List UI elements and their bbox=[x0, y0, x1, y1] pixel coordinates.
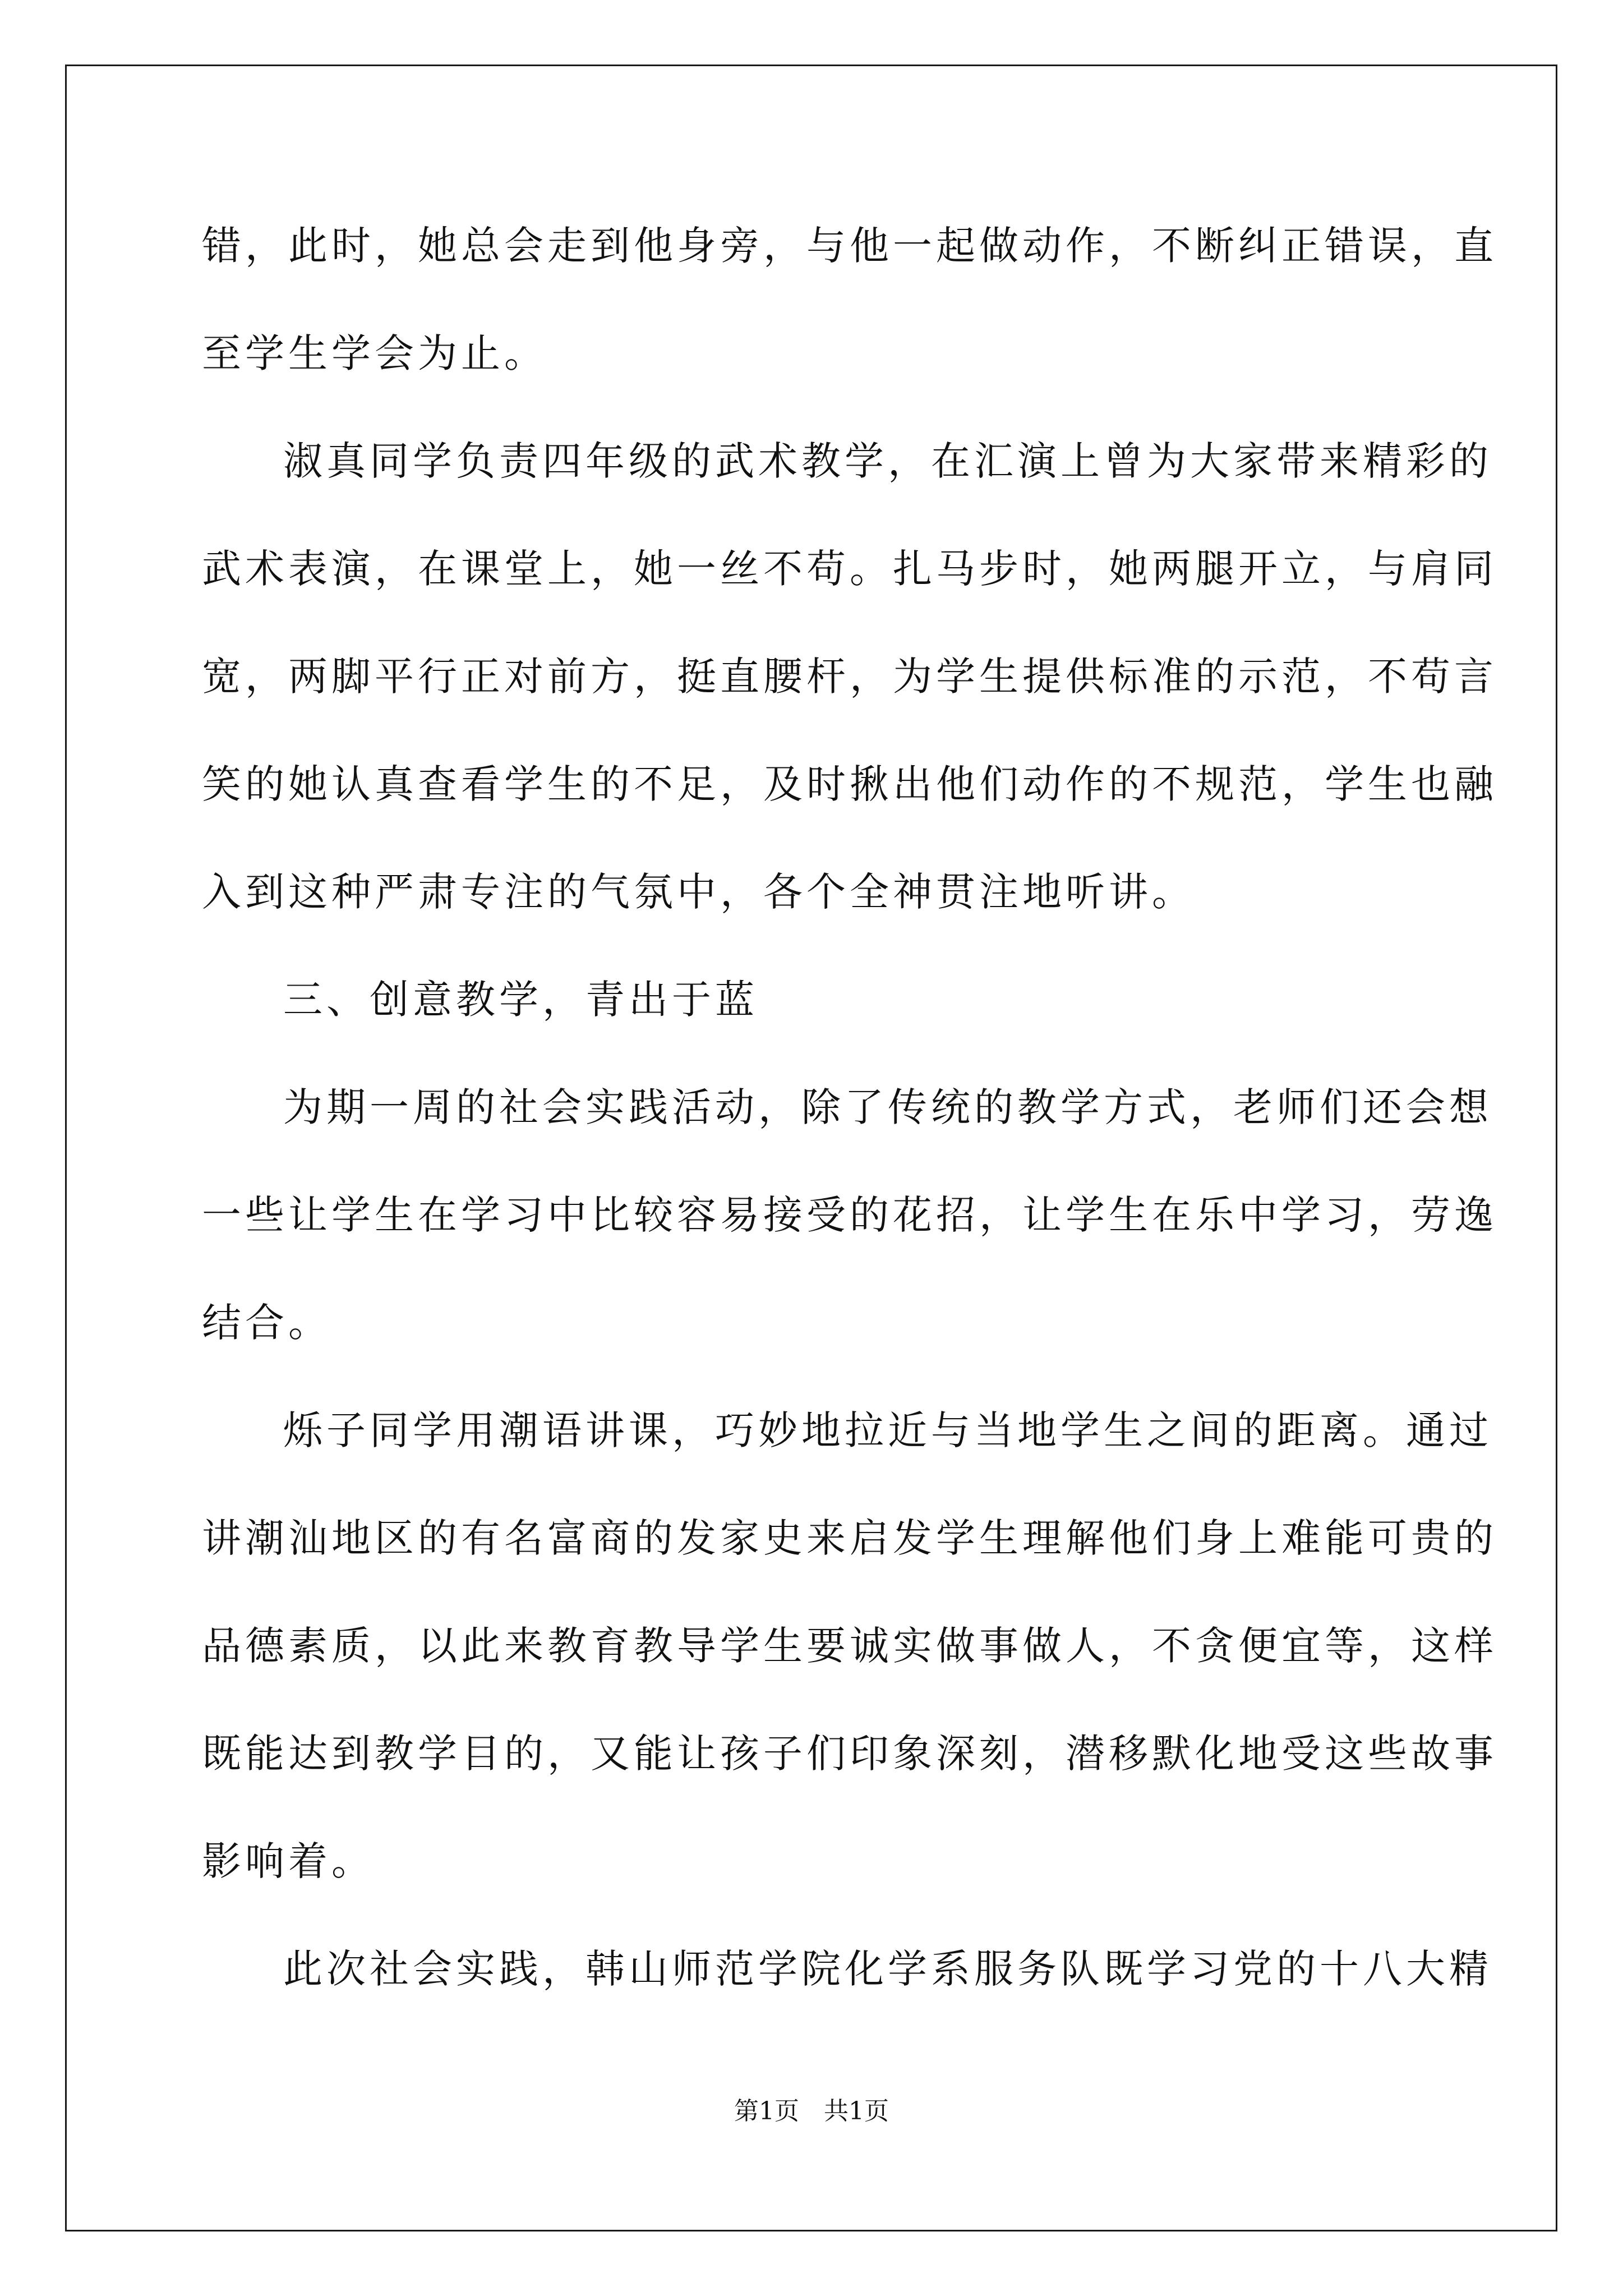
text-line: 淑真同学负责四年级的武术教学，在汇演上曾为大家带来精彩的 bbox=[283, 438, 1492, 484]
text-line: 此次社会实践，韩山师范学院化学系服务队既学习党的十八大精 bbox=[283, 1946, 1492, 1992]
text-line: 错，此时，她总会走到他身旁，与他一起做动作，不断纠正错误，直 bbox=[202, 223, 1497, 269]
text-line: 品德素质，以此来教育教导学生要诚实做事做人，不贪便宜等，这样 bbox=[202, 1623, 1497, 1669]
text-line: 入到这种严肃专注的气氛中，各个全神贯注地听讲。 bbox=[202, 869, 1195, 915]
text-line: 宽，两脚平行正对前方，挺直腰杆，为学生提供标准的示范，不苟言 bbox=[202, 654, 1497, 700]
text-line: 结合。 bbox=[202, 1300, 331, 1346]
text-line: 笑的她认真查看学生的不足，及时揪出他们动作的不规范，学生也融 bbox=[202, 761, 1497, 807]
text-line: 既能达到教学目的，又能让孩子们印象深刻，潜移默化地受这些故事 bbox=[202, 1731, 1497, 1777]
text-line: 影响着。 bbox=[202, 1838, 375, 1884]
text-line: 至学生学会为止。 bbox=[202, 330, 547, 376]
text-line: 讲潮汕地区的有名富商的发家史来启发学生理解他们身上难能可贵的 bbox=[202, 1515, 1497, 1561]
section-heading: 三、创意教学，青出于蓝 bbox=[283, 977, 758, 1023]
page-footer bbox=[0, 2091, 1623, 2127]
page-total: 共1页 bbox=[824, 2097, 889, 2125]
text-line: 为期一周的社会实践活动，除了传统的教学方式，老师们还会想 bbox=[283, 1084, 1492, 1130]
text-line: 烁子同学用潮语讲课，巧妙地拉近与当地学生之间的距离。通过 bbox=[283, 1407, 1492, 1453]
page-border bbox=[65, 65, 1557, 2231]
page-number: 第1页 bbox=[734, 2097, 799, 2125]
text-line: 一些让学生在学习中比较容易接受的花招，让学生在乐中学习，劳逸 bbox=[202, 1192, 1497, 1238]
text-line: 武术表演，在课堂上，她一丝不苟。扎马步时，她两腿开立，与肩同 bbox=[202, 546, 1497, 592]
